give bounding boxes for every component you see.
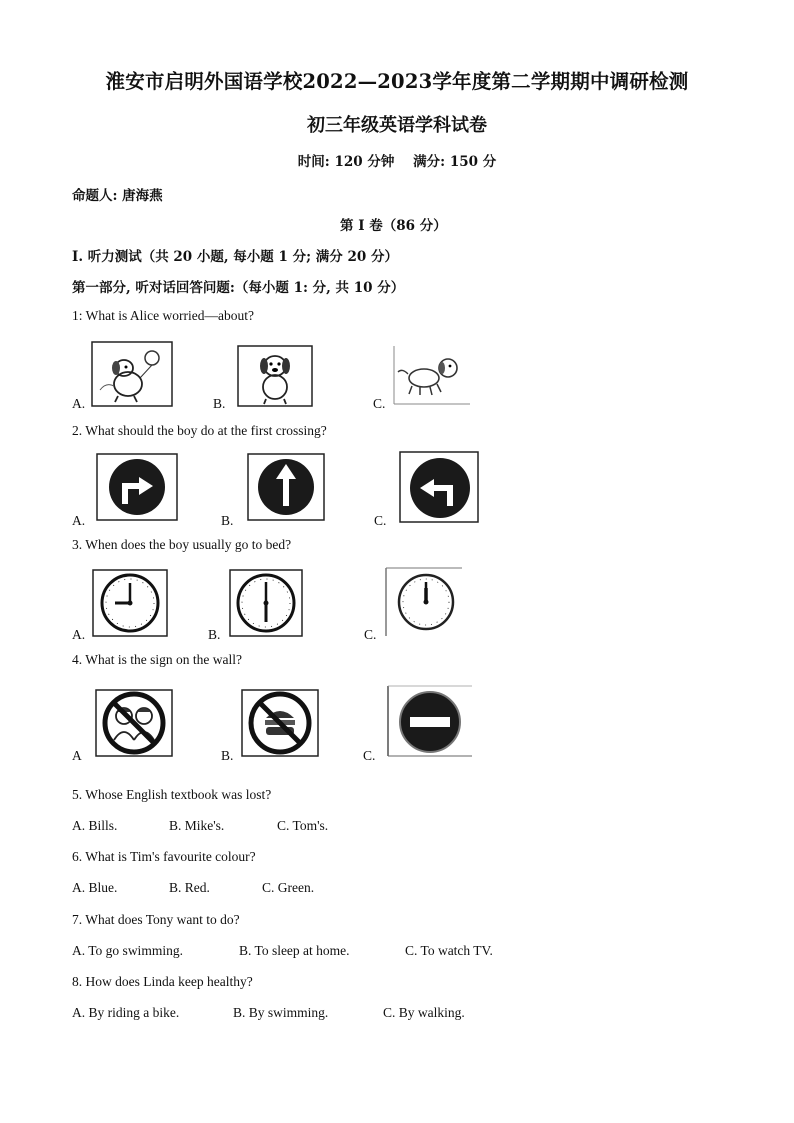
question-6: 6. What is Tim's favourite colour? xyxy=(72,849,256,864)
clock-icon xyxy=(91,568,169,638)
option-label: B. xyxy=(221,513,234,528)
turn-right-sign-icon xyxy=(95,452,179,522)
option-c: C. By walking. xyxy=(383,1005,465,1020)
clock-icon xyxy=(384,566,464,638)
part-title: I. 听力测试（共 20 小题, 每小题 1 分; 满分 20 分） xyxy=(72,249,398,265)
time-info: 时间: 120 分钟 满分: 150 分 xyxy=(297,154,497,170)
option-a: A. Blue. xyxy=(72,880,118,895)
option-a: A. By riding a bike. xyxy=(72,1005,180,1020)
option-b: B. By swimming. xyxy=(233,1005,329,1020)
option-label: C. xyxy=(363,748,376,763)
option-label: B. xyxy=(213,396,226,411)
no-entry-sign-icon xyxy=(386,684,476,760)
option-label: C. xyxy=(373,396,386,411)
option-label: A xyxy=(72,748,82,763)
option-c: C. Tom's. xyxy=(277,818,329,833)
turn-left-sign-icon xyxy=(398,450,480,524)
option-label: B. xyxy=(208,627,221,642)
no-food-sign-icon xyxy=(240,688,320,758)
option-c: C. To watch TV. xyxy=(405,943,493,958)
question-2: 2. What should the boy do at the first crossing? xyxy=(72,423,327,438)
no-talking-sign-icon xyxy=(94,688,174,758)
dog-lying-icon xyxy=(392,344,472,406)
question-5: 5. Whose English textbook was lost? xyxy=(72,787,272,802)
exam-subtitle: 初三年级英语学科试卷 xyxy=(307,115,487,136)
option-label: C. xyxy=(364,627,377,642)
question-1: 1: What is Alice worried—about? xyxy=(72,308,254,323)
option-b: B. Red. xyxy=(169,880,210,895)
clock-icon xyxy=(228,568,304,638)
go-straight-sign-icon xyxy=(246,452,326,522)
option-label: B. xyxy=(221,748,234,763)
dog-sitting-icon xyxy=(236,344,314,408)
option-label: A. xyxy=(72,627,86,642)
option-a: A. To go swimming. xyxy=(72,943,183,958)
volume-title: 第 I 卷（86 分） xyxy=(340,218,447,234)
sub-title: 第一部分, 听对话回答问题:（每小题 1: 分, 共 10 分） xyxy=(72,280,405,296)
exam-title: 淮安市启明外国语学校2022—2023学年度第二学期期中调研检测 xyxy=(105,70,689,93)
option-b: B. To sleep at home. xyxy=(239,943,350,958)
author-line: 命题人: 唐海燕 xyxy=(72,188,163,204)
option-label: A. xyxy=(72,396,86,411)
question-3: 3. When does the boy usually go to bed? xyxy=(72,537,292,552)
option-c: C. Green. xyxy=(262,880,315,895)
option-a: A. Bills. xyxy=(72,818,118,833)
option-label: C. xyxy=(374,513,387,528)
dog-with-balloon-icon xyxy=(90,340,174,408)
option-label: A. xyxy=(72,513,86,528)
option-b: B. Mike's. xyxy=(169,818,225,833)
question-8: 8. How does Linda keep healthy? xyxy=(72,974,253,989)
question-7: 7. What does Tony want to do? xyxy=(72,912,240,927)
question-4: 4. What is the sign on the wall? xyxy=(72,652,242,667)
